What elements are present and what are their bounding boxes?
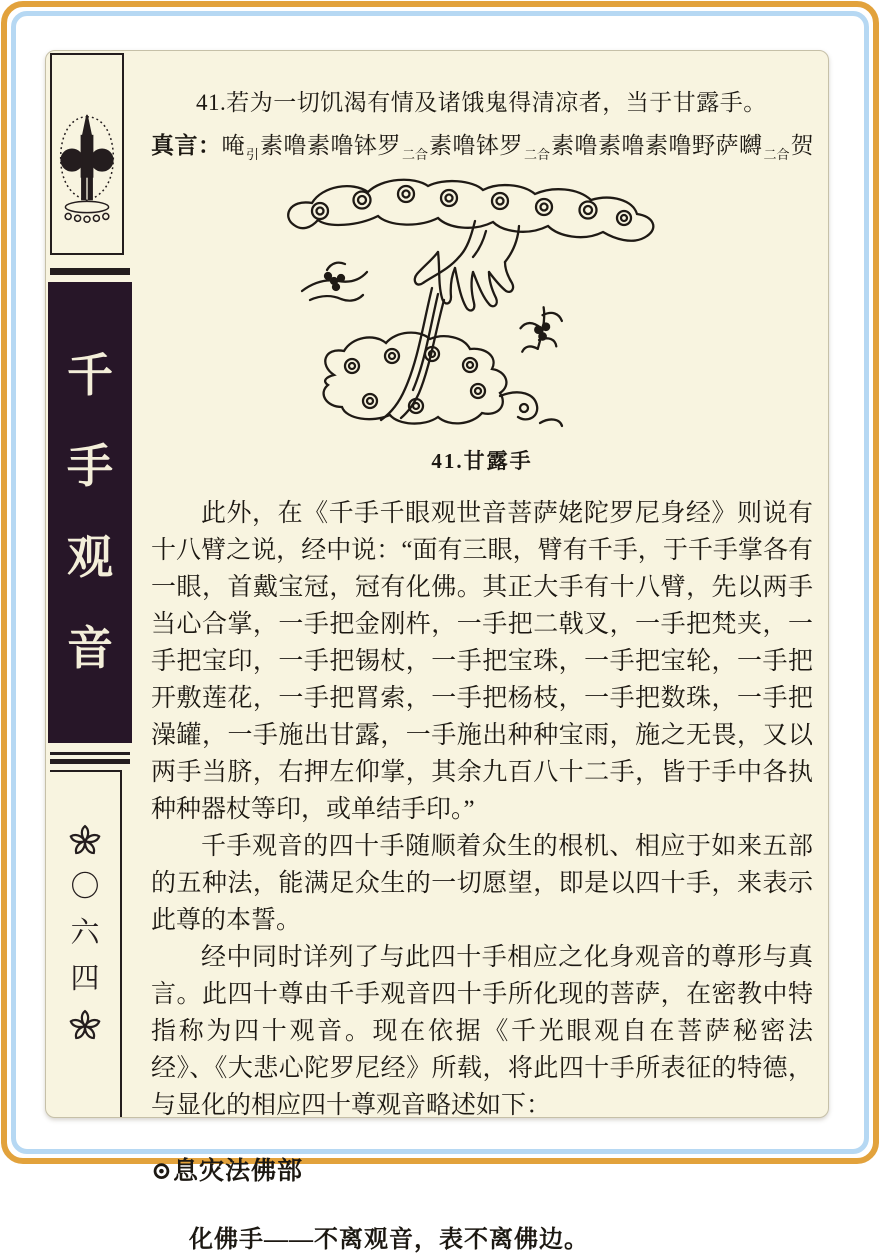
divider-bar-thick <box>50 759 130 764</box>
mantra-segment: 二合 <box>524 147 551 162</box>
body-paragraph: 经中同时详列了与此四十手相应之化身观音的尊形与真言。此四十尊由千手观音四十手所化现的菩萨，在密教中特指称为四十观音。现在依据《千光眼观自在菩萨秘密法经》、《大悲心陀罗尼经》所载，将此四十手所表征的特德，与显化的相应四十尊观音略述如下： <box>151 944 813 1119</box>
spine-title-char: 音 <box>67 623 113 674</box>
mantra-text <box>221 133 815 162</box>
divider-bar-thin <box>50 752 130 755</box>
book-page <box>45 50 829 1253</box>
illustration-block <box>151 175 813 475</box>
folio-number <box>70 871 99 996</box>
mantra-segment: 二合 <box>763 147 790 162</box>
folio-char: 六 <box>70 917 100 949</box>
folio-char: 四 <box>70 963 100 995</box>
florette-icon <box>68 824 102 858</box>
page-sidebar <box>48 51 134 1117</box>
mantra-segment: 素噜素噜素噜野萨嚩 <box>551 133 763 158</box>
mantra-label: 真言： <box>151 133 222 158</box>
main-content <box>151 51 813 1254</box>
spine-title-char: 千 <box>67 350 113 401</box>
mantra-segment: 贺 <box>790 133 815 158</box>
spine-title-banner <box>48 282 132 743</box>
spine-title-char: 观 <box>67 532 113 583</box>
body-paragraph: 此外，在《千手千眼观世音菩萨姥陀罗尼身经》则说有十八臂之说，经中说：“面有三眼，臂有千手，于千手掌各有一眼，首戴宝冠，冠有化佛。其正大手有十八臂，先以两手当心合掌，一手把金刚杵，一手把二戟叉，一手把梵夹，一手把宝印，一手把锡杖，一手把宝珠，一手把宝轮，一手把开敷莲花，一手把罥索，一手把杨枝，一手把数珠，一手把澡罐，一手施出甘露，一手施出种种宝雨，施之无畏，又以两手当脐，右押左仰掌，其余九百八十二手，皆于手中各执种种器杖等印，或单结手印。” <box>151 500 813 823</box>
section-heading: ⊙息灾法佛部 <box>151 1158 303 1185</box>
mantra-line <box>151 127 813 163</box>
mantra-segment: 引 <box>246 147 260 162</box>
mantra-segment: 二合 <box>402 147 429 162</box>
mantra-segment: 唵 <box>221 133 245 158</box>
entry-line: 化佛手——不离观音，表不离佛边。 <box>189 1227 589 1253</box>
divider-bar-top <box>50 268 130 275</box>
nectar-hand-illustration <box>272 175 692 441</box>
mantra-segment: 素噜素噜钵罗 <box>260 133 402 158</box>
entry-heading-line: 41.若为一切饥渴有情及诸饿鬼得清凉者，当于甘露手。 <box>196 90 767 115</box>
folio-char: 〇 <box>70 871 100 903</box>
body-text <box>151 495 813 1124</box>
folio-box <box>50 770 122 1117</box>
deity-image-box <box>50 53 124 255</box>
figure-caption: 41.甘露手 <box>431 449 533 473</box>
spine-title-char: 手 <box>67 441 113 492</box>
florette-icon <box>68 1009 102 1043</box>
mantra-segment: 素噜钵罗 <box>429 133 524 158</box>
body-paragraph: 千手观音的四十手随顺着众生的根机、相应于如来五部的五种法，能满足众生的一切愿望，即是以四十手，来表示此尊的本誓。 <box>151 833 813 934</box>
thousand-armed-guanyin-icon <box>54 113 120 239</box>
